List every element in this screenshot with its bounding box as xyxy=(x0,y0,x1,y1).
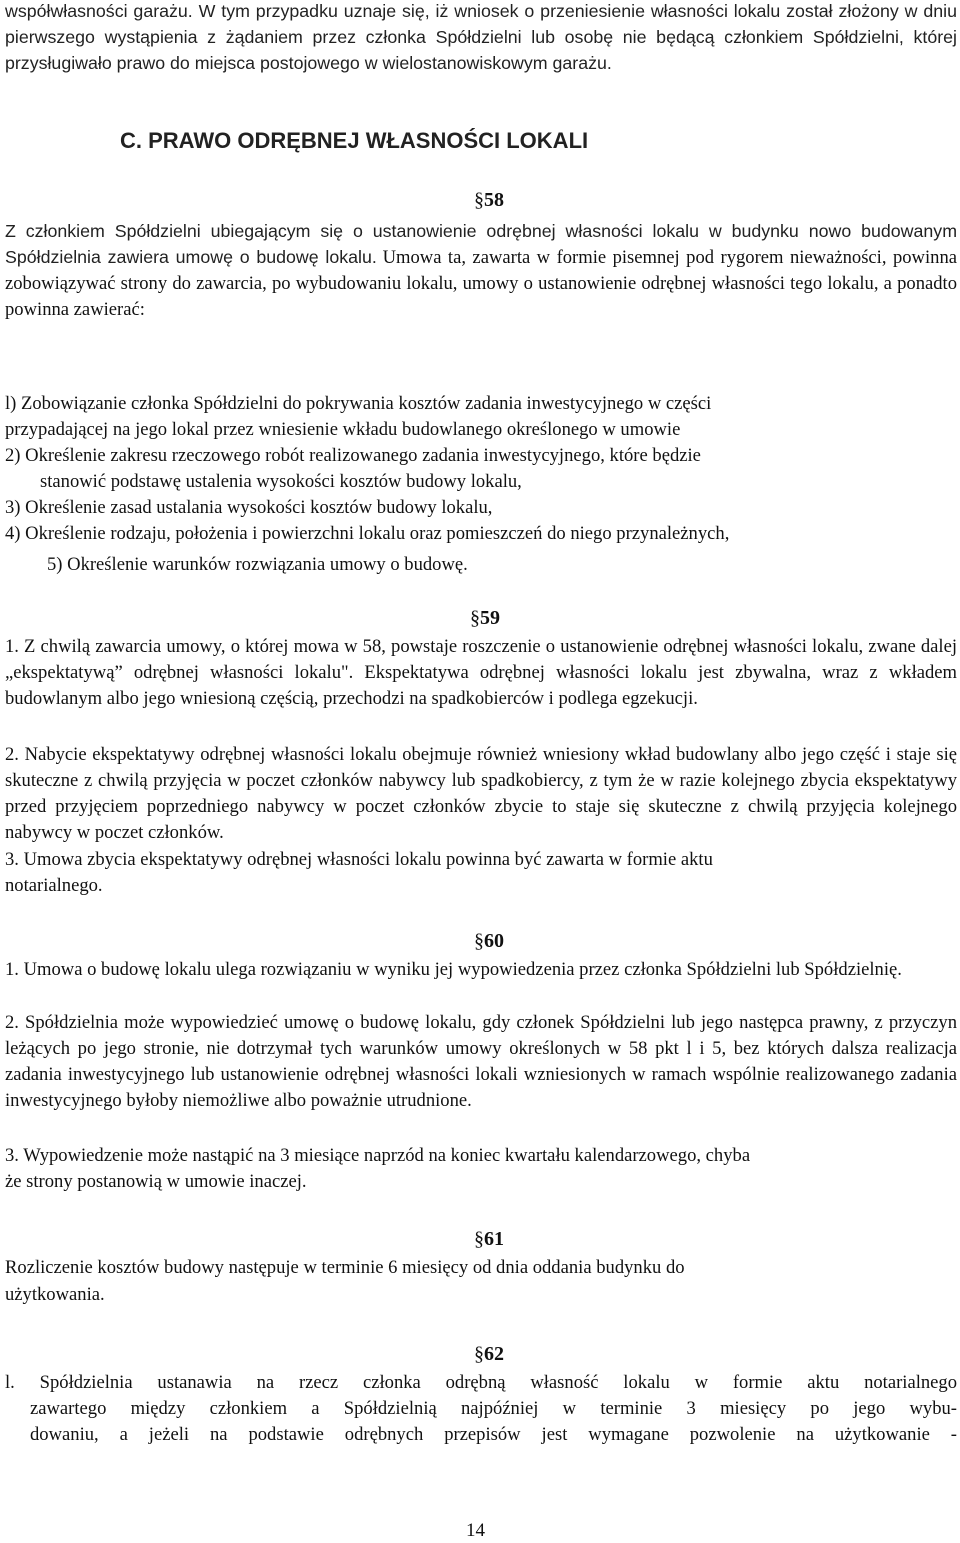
section-59-paragraph-1: 1. Z chwilą zawarcia umowy, o której mowa w 58, powstaje roszczenie o ustanowienie odrębnej własności lokalu, zwane dalej „ekspektatywą” odrębnej własności lokalu". Ekspektatywa odrębnej własności lokalu jest zbywalna, wraz z wkładem budowlanym albo jego wniesioną częścią, przechodzi na spadkobierców i podlega egzekucji. xyxy=(5,636,957,709)
section-62-line-1: l. Spółdzielnia ustanawia na rzecz członka odrębną własność lokalu w formie aktu notarialnego xyxy=(5,1372,957,1393)
section-mark: § xyxy=(474,930,484,952)
section-58-item-1: l) Zobowiązanie członka Spółdzielni do pokrywania kosztów zadania inwestycyjnego w części xyxy=(5,393,712,414)
section-59-paragraph-2: 2. Nabycie ekspektatywy odrębnej własności lokalu obejmuje również wniesiony wkład budowlany albo jego część i staje się skuteczne z chwilą przyjęcia w poczet członków nabywcy lub spadkobiercy, z tym że w razie kolejnego zbycia ekspektatywy przed przyjęciem poprzedniego nabywcy w poczet członków zbycie to staje się skuteczne z chwilą przyjęcia kolejnego nabywcy w poczet członków. xyxy=(5,744,957,843)
section-62-line-3: dowaniu, a jeżeli na podstawie odrębnych przepisów jest wymagane pozwolenie na użytkowanie - xyxy=(30,1424,957,1445)
section-61-number: §61 xyxy=(474,1228,504,1250)
section-61-line-1: Rozliczenie kosztów budowy następuje w terminie 6 miesięcy od dnia oddania budynku do xyxy=(5,1257,685,1278)
section-58-text-sans: Z członkiem Spółdzielni ubiegającym się o ustanowienie odrębnej własności lokalu w budynku nowo budowanym Spółdzielnia zawiera umowę o budowę lokalu. xyxy=(5,221,957,267)
section-58-paragraph xyxy=(5,218,957,323)
section-mark: § xyxy=(474,189,484,211)
section-60-paragraph-3-line-1: 3. Wypowiedzenie może nastąpić na 3 miesiące naprzód na koniec kwartału kalendarzowego, chyba xyxy=(5,1145,751,1166)
section-58-item-2: 2) Określenie zakresu rzeczowego robót realizowanego zadania inwestycyjnego, które będzie xyxy=(5,445,701,466)
section-59-number: §59 xyxy=(470,607,500,629)
section-mark: § xyxy=(474,1228,484,1250)
section-61-line-2: użytkowania. xyxy=(5,1284,105,1305)
section-59-paragraph-3-line-1: 3. Umowa zbycia ekspektatywy odrębnej własności lokalu powinna być zawarta w formie aktu xyxy=(5,849,713,870)
section-58-item-5: 5) Określenie warunków rozwiązania umowy o budowę. xyxy=(47,554,468,575)
section-58-item-4: 4) Określenie rodzaju, położenia i powierzchni lokalu oraz pomieszczeń do niego przynależnych, xyxy=(5,523,730,544)
chapter-heading: C. PRAWO ODRĘBNEJ WŁASNOŚCI LOKALI xyxy=(120,128,589,153)
section-60-paragraph-1: 1. Umowa o budowę lokalu ulega rozwiązaniu w wyniku jej wypowiedzenia przez członka Spółdzielni lub Spółdzielnię. xyxy=(5,959,902,980)
intro-paragraph: współwłasności garażu. W tym przypadku uznaje się, iż wniosek o przeniesienie własności lokalu został złożony w dniu pierwszego wystąpienia z żądaniem przez członka Spółdzielni lub osobę nie będącą członkiem Spółdzielni, której przysługiwało prawo do miejsca postojowego w wielostanowiskowym garażu. xyxy=(5,1,957,73)
section-59-paragraph-3-line-2: notarialnego. xyxy=(5,875,103,896)
section-60-paragraph-2: 2. Spółdzielnia może wypowiedzieć umowę o budowę lokalu, gdy członek Spółdzielni lub jego następca prawny, z przyczyn leżących po jego stronie, nie dotrzymał tych warunków umowy określonych w 58 pkt l i 5, bez których dalsza realizacja zadania inwestycyjnego lub ustanowienie odrębnej własności lokali wzniesionych w ramach wspólnie realizowanego zadania inwestycyjnego byłoby niemożliwe albo poważnie utrudnione. xyxy=(5,1012,957,1111)
section-mark: § xyxy=(470,607,480,629)
section-58-item-3: 3) Określenie zasad ustalania wysokości kosztów budowy lokalu, xyxy=(5,497,493,518)
section-62-line-2: zawartego między członkiem a Spółdzielnią najpóźniej w terminie 3 miesięcy po jego wybu- xyxy=(30,1398,957,1419)
section-mark: § xyxy=(474,1343,484,1365)
section-62-number: §62 xyxy=(474,1343,504,1365)
section-58-text-serif: Umowa ta, zawarta w formie pisemnej pod rygorem nieważności, powinna zobowiązywać strony do zawarcia, po wybudowaniu lokalu, umowy o ustanowienie odrębnej własności tego lokalu, a ponadto powinna zawierać: xyxy=(5,247,957,320)
section-60-number: §60 xyxy=(474,930,504,952)
page-number: 14 xyxy=(466,1520,485,1541)
section-58-item-2-cont: stanowić podstawę ustalenia wysokości kosztów budowy lokalu, xyxy=(40,471,522,492)
section-58-item-1-cont: przypadającej na jego lokal przez wniesienie wkładu budowlanego określonego w umowie xyxy=(5,419,681,440)
section-60-paragraph-3-line-2: że strony postanowią w umowie inaczej. xyxy=(5,1171,307,1192)
section-58-number: §58 xyxy=(474,189,504,211)
